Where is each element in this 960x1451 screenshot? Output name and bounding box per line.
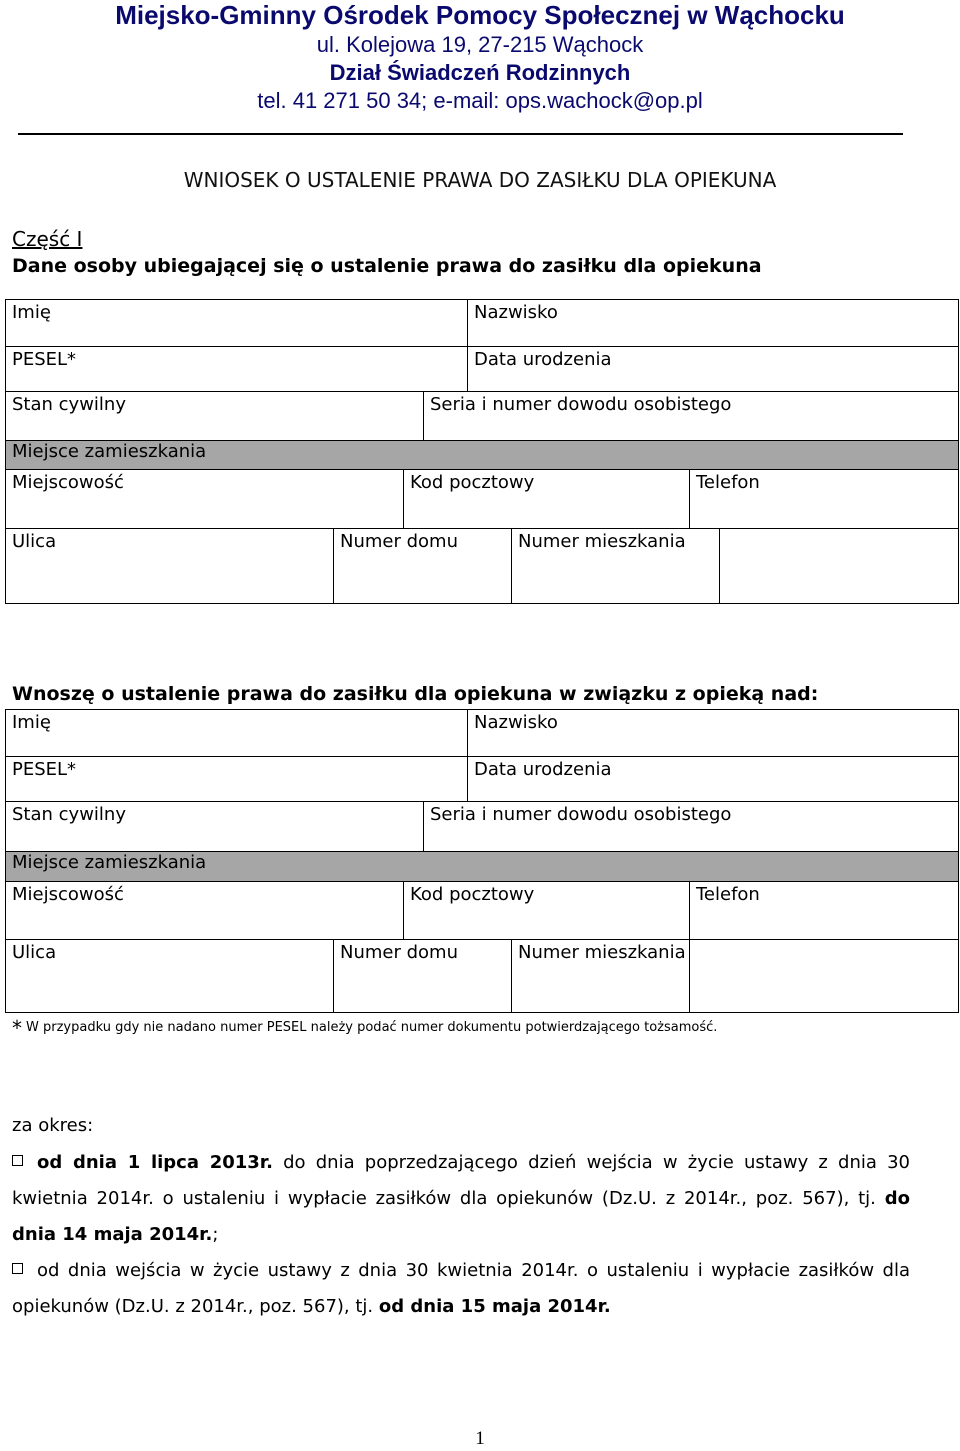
- field-telefon[interactable]: Telefon: [696, 472, 760, 493]
- field-numer-mieszkania[interactable]: Numer mieszkania: [512, 529, 720, 603]
- field-miejscowosc-2[interactable]: Miejscowość: [6, 882, 404, 939]
- part-label: Część I: [12, 227, 83, 251]
- field-nazwisko-2[interactable]: Nazwisko: [474, 712, 558, 733]
- field-data-urodzenia[interactable]: Data urodzenia: [474, 349, 612, 370]
- option-1: od dnia 1 lipca 2013r. do dnia poprzedzającego dzień wejścia w życie ustawy z dnia 30 kwietnia 2014r. o ustaleniu i wypłacie zasiłków dla opiekunów (Dz.U. z 2014r., poz. 567), tj. do dnia 14 maja 2014r.;: [12, 1152, 910, 1245]
- footnote-text: W przypadku gdy nie nadano numer PESEL należy podać numer dokumentu potwierdzającego tożsamość.: [26, 1020, 718, 1035]
- field-numer-domu-2[interactable]: Numer domu: [334, 940, 512, 1012]
- footnote: [12, 1016, 717, 1040]
- department: Dział Świadczeń Rodzinnych: [329, 60, 631, 85]
- field-telefon-2[interactable]: Telefon: [696, 884, 760, 905]
- field-imie[interactable]: Imię: [6, 300, 468, 346]
- field-data-urodzenia-2[interactable]: Data urodzenia: [474, 759, 612, 780]
- field-imie-2[interactable]: Imię: [6, 710, 468, 756]
- period-label: za okres:: [12, 1115, 94, 1136]
- field-pesel-2[interactable]: PESEL*: [6, 757, 468, 801]
- footnote-star: *: [12, 1016, 22, 1040]
- checkbox-option-2[interactable]: [12, 1263, 23, 1274]
- cared-person-form: [5, 709, 959, 1013]
- checkbox-option-1[interactable]: [12, 1155, 23, 1166]
- field-dowod[interactable]: Seria i numer dowodu osobistego: [430, 394, 732, 415]
- part-subtitle: Dane osoby ubiegającej się o ustalenie prawa do zasiłku dla opiekuna: [12, 255, 762, 277]
- contact: tel. 41 271 50 34; e-mail: ops.wachock@op.pl: [257, 88, 703, 113]
- field-dowod-2[interactable]: Seria i numer dowodu osobistego: [430, 804, 732, 825]
- header-rule: [18, 133, 903, 135]
- field-numer-mieszkania-2[interactable]: Numer mieszkania: [512, 940, 690, 1012]
- field-ulica-2[interactable]: Ulica: [6, 940, 334, 1012]
- field-stan-cywilny[interactable]: Stan cywilny: [6, 392, 424, 440]
- option-2: od dnia wejścia w życie ustawy z dnia 30 kwietnia 2014r. o ustaleniu i wypłacie zasiłków dla opiekunów (Dz.U. z 2014r., poz. 567), tj. od dnia 15 maja 2014r.: [12, 1260, 910, 1317]
- miejsce-header: Miejsce zamieszkania: [6, 441, 958, 470]
- field-kod-pocztowy[interactable]: Kod pocztowy: [404, 470, 690, 528]
- org-address: ul. Kolejowa 19, 27-215 Wąchock: [316, 32, 644, 57]
- field-stan-cywilny-2[interactable]: Stan cywilny: [6, 802, 424, 851]
- page-number: 1: [475, 1428, 485, 1449]
- field-pesel[interactable]: PESEL*: [6, 347, 468, 391]
- miejsce-header-2: Miejsce zamieszkania: [6, 852, 958, 882]
- field-ulica[interactable]: Ulica: [6, 529, 334, 603]
- field-miejscowosc[interactable]: Miejscowość: [6, 470, 404, 528]
- field-kod-pocztowy-2[interactable]: Kod pocztowy: [404, 882, 690, 939]
- applicant-form: [5, 299, 959, 604]
- form-title: WNIOSEK O USTALENIE PRAWA DO ZASIŁKU DLA OPIEKUNA: [183, 168, 777, 192]
- field-numer-domu[interactable]: Numer domu: [334, 529, 512, 603]
- section2-title: Wnoszę o ustalenie prawa do zasiłku dla opiekuna w związku z opieką nad:: [12, 683, 819, 705]
- field-nazwisko[interactable]: Nazwisko: [474, 302, 558, 323]
- org-name: Miejsko-Gminny Ośrodek Pomocy Społecznej w Wąchocku: [115, 0, 845, 30]
